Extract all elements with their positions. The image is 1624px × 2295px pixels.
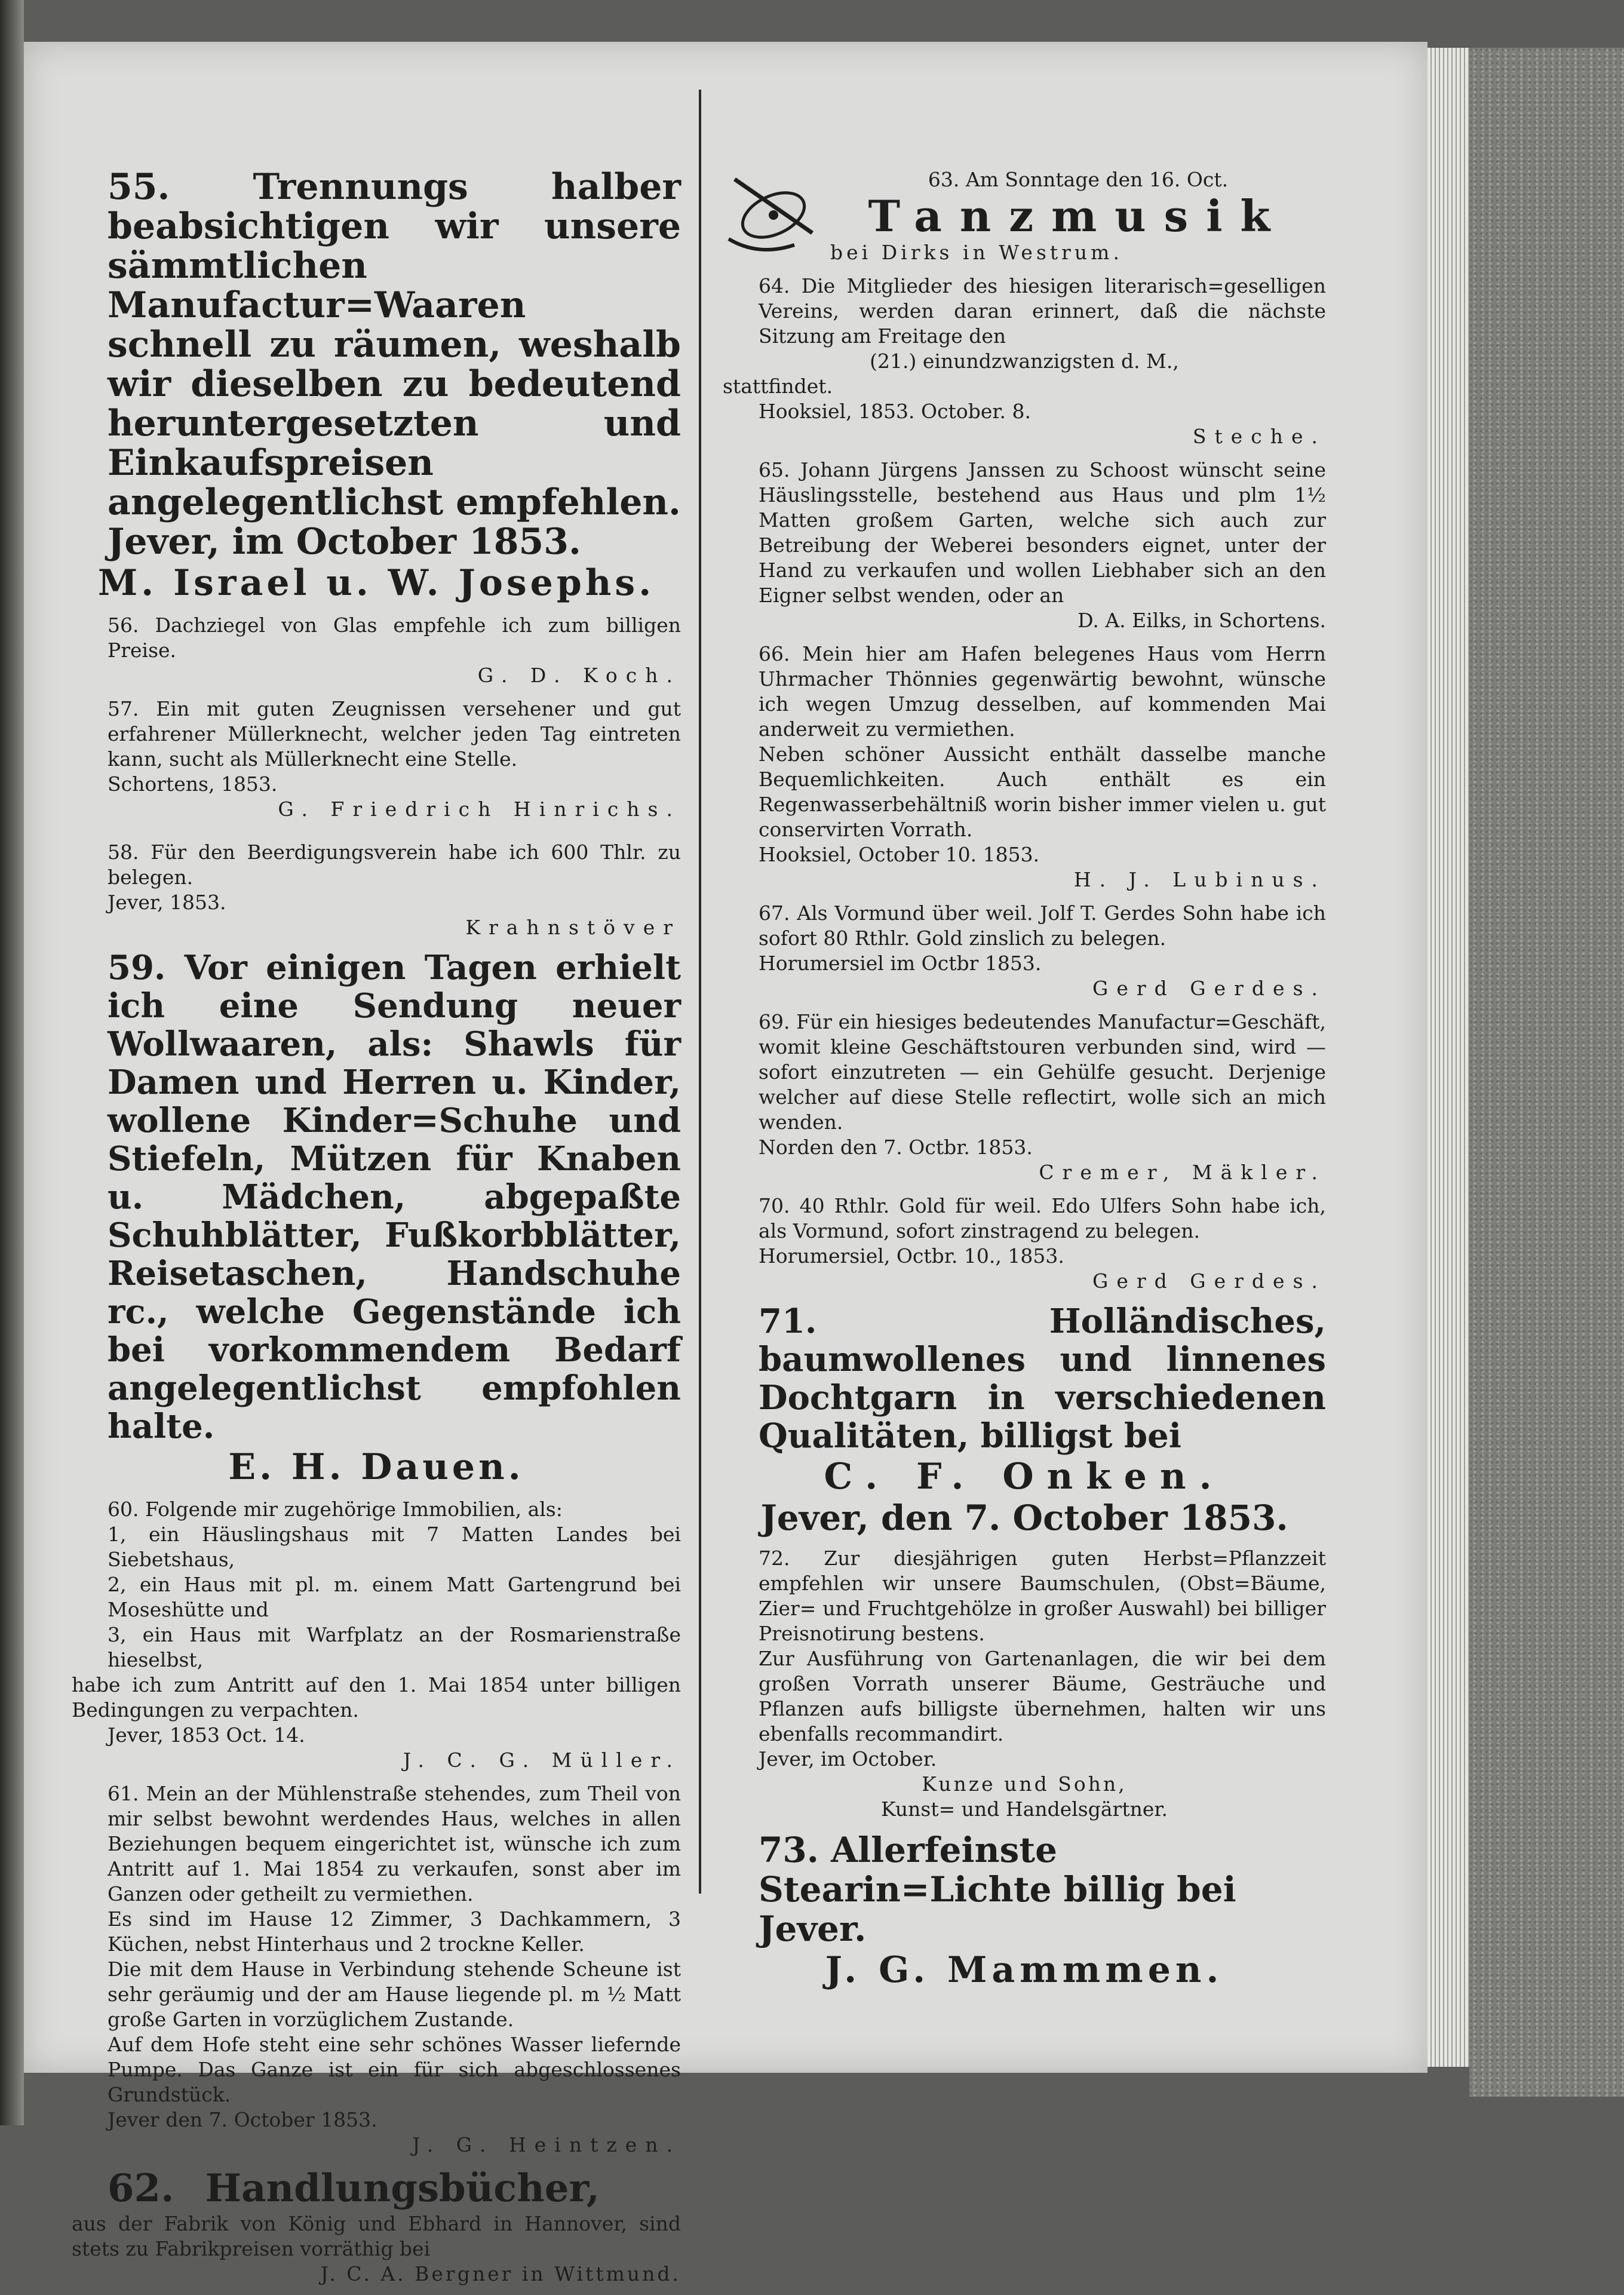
ad-64 [723, 274, 1326, 449]
ad-66-place: Hooksiel, October 10. 1853. [759, 843, 1040, 866]
ad-72-signature-2: Kunst= und Handelsgärtner. [881, 1797, 1168, 1821]
ad-70-body: 70. 40 Rthlr. Gold für weil. Edo Ulfers Sohn habe ich, als Vormund, sofort zinstragend zu belegen. [759, 1194, 1326, 1242]
ad-69-body: 69. Für ein hiesiges bedeutendes Manufactur=Geschäft, womit kleine Geschäftstouren verbunden sind, wird — sofort einzutreten — ein Gehülfe gesucht. Derjenige welcher auf diese Stelle reflectirt, wolle sich an mich wenden. [759, 1010, 1326, 1134]
ad-60-item-2: 2, ein Haus mit pl. m. einem Matt Gartengrund bei Moseshütte und [108, 1573, 681, 1621]
ad-64-body: 64. Die Mitglieder des hiesigen literarisch=geselligen Vereins, werden daran erinnert, daß die nächste Sitzung am Freitage den [759, 274, 1326, 348]
ad-67 [723, 901, 1326, 1001]
ad-59 [72, 949, 681, 1489]
ad-61-body: 61. Mein an der Mühlenstraße stehendes, zum Theil von mir selbst bewohnt werdendes Haus, welches in allen Beziehungen bequem eingerichtet ist, wünsche ich zum Antritt auf 1. Mai 1854 zu verkaufen, sonst aber im Ganzen oder getheilt zu vermiethen. [108, 1782, 681, 1906]
ad-56-signature: G. D. Koch. [477, 664, 681, 687]
ad-66 [723, 642, 1326, 892]
ad-63-title: Tanzmusik [868, 191, 1288, 241]
ad-67-place: Horumersiel im Octbr 1853. [759, 952, 1042, 975]
ad-60-body: habe ich zum Antritt auf den 1. Mai 1854 unter billigen Bedingungen zu verpachten. [72, 1673, 681, 1722]
ad-61 [72, 1781, 681, 2158]
ad-67-body: 67. Als Vormund über weil. Jolf T. Gerdes Sohn habe ich sofort 80 Rthlr. Gold zinslich zu belegen. [759, 901, 1326, 950]
ad-65 [723, 458, 1326, 633]
ad-55 [72, 167, 681, 605]
ad-62-heading: Handlungsbücher, [205, 2166, 600, 2211]
violin-icon [723, 167, 818, 257]
ad-55-place: Jever, im October 1853. [108, 521, 581, 563]
ad-61-paragraph-3: Die mit dem Hause in Verbindung stehende Scheune ist sehr geräumig und der am Hause liegende pl. m ½ Matt große Garten in vorzüglichem Zustande. [108, 1958, 681, 2031]
ad-60-intro: 60. Folgende mir zugehörige Immobilien, als: [108, 1498, 563, 1521]
ad-58 [72, 840, 681, 940]
ad-66-signature: H. J. Lubinus. [1073, 868, 1326, 891]
ad-64-signature: Steche. [1192, 425, 1326, 448]
ad-71 [723, 1302, 1326, 1538]
ad-56-body: 56. Dachziegel von Glas empfehle ich zum billigen Preise. [108, 613, 681, 662]
ad-64-place: Hooksiel, 1853. October. 8. [759, 400, 1031, 423]
ad-70 [723, 1193, 1326, 1294]
ad-73-signature: J. G. Mammmen. [825, 1949, 1224, 1991]
ad-57-signature: G. Friedrich Hinrichs. [278, 797, 681, 821]
ad-57 [72, 697, 681, 822]
ad-57-place: Schortens, 1853. [108, 772, 278, 796]
ad-60-item-3: 3, ein Haus mit Warfplatz an der Rosmarienstraße hieselbst, [108, 1623, 681, 1671]
ad-64-tail: stattfindet. [723, 375, 833, 398]
ad-60 [72, 1497, 681, 1773]
ad-71-place: Jever, den 7. October 1853. [760, 1498, 1288, 1538]
ad-62-body: aus der Fabrik von König und Ebhard in Hannover, sind stets zu Fabrikpreisen vorräthig bei [72, 2212, 681, 2260]
ad-63-line-2: bei Dirks in Westrum. [830, 241, 1123, 264]
ad-64-date: (21.) einundzwanzigsten d. M., [870, 349, 1179, 373]
book-cover [1469, 48, 1624, 2097]
ad-71-signature: C. F. Onken. [824, 1456, 1225, 1498]
ad-59-body: 59. Vor einigen Tagen erhielt ich eine Sendung neuer Wollwaaren, als: Shawls für Damen und Herren u. Kinder, wollene Kinder=Schuhe und Stiefeln, Mützen für Knaben u. Mädchen, abgepaßte Schuhblätter, Fußkorbblätter, Reisetaschen, Handschuhe rc., welche Gegenstände ich bei vorkommendem Bedarf angelegentlichst empfohlen halte. [108, 948, 681, 1446]
ad-65-body: 65. Johann Jürgens Janssen zu Schoost wünscht seine Häuslingsstelle, bestehend aus Haus und plm 1½ Matten großem Garten, welche sich auch zur Betreibung der Weberei besonders eignet, unter der Hand zu verkaufen und wollen Liebhaber sich an den Eigner selbst wenden, oder an [759, 458, 1326, 607]
ad-60-signature: J. C. G. Müller. [403, 1748, 681, 1772]
ad-61-paragraph-2: Es sind im Hause 12 Zimmer, 3 Dachkammern, 3 Küchen, nebst Hinterhaus und 2 trockne Keller. [108, 1907, 681, 1956]
ad-60-place: Jever, 1853 Oct. 14. [108, 1723, 305, 1747]
ad-72 [723, 1546, 1326, 1822]
ad-70-signature: Gerd Gerdes. [1092, 1269, 1326, 1293]
ad-67-signature: Gerd Gerdes. [1092, 977, 1326, 1000]
ad-72-place: Jever, im October. [759, 1747, 937, 1771]
ad-55-body: 55. Trennungs halber beabsichtigen wir unsere sämmtlichen Manufactur=Waaren schnell zu räumen, weshalb wir dieselben zu bedeutend heruntergesetzten und Einkaufspreisen angelegentlichst empfehlen. [108, 166, 681, 523]
ad-61-place: Jever den 7. October 1853. [108, 2108, 377, 2131]
ad-63 [723, 167, 1326, 265]
page-edges [1427, 48, 1469, 2067]
left-column [72, 167, 681, 2295]
ad-73-body: 73. Allerfeinste Stearin=Lichte billig bei Jever. [759, 1830, 1236, 1949]
ad-62-number: 62. [108, 2166, 174, 2211]
ad-70-place: Horumersiel, Octbr. 10., 1853. [759, 1244, 1064, 1268]
ad-71-body: 71. Holländisches, baumwollenes und linnenes Dochtgarn in verschiedenen Qualitäten, billigst bei [759, 1302, 1326, 1456]
ad-56 [72, 613, 681, 688]
ad-58-signature: Krahnstöver [465, 916, 681, 939]
ad-72-paragraph-2: Zur Ausführung von Gartenanlagen, die wir bei dem großen Vorrath unserer Bäume, Gesträuche und Pflanzen aufs billigste übernehmen, halten wir uns ebenfalls recommandirt. [759, 1647, 1326, 1745]
book-gutter [0, 0, 24, 2125]
ad-72-signature-1: Kunze und Sohn, [922, 1772, 1127, 1796]
ad-72-body: 72. Zur diesjährigen guten Herbst=Pflanzzeit empfehlen wir unsere Baumschulen, (Obst=Bäume, Zier= und Fruchtgehölze in großer Auswahl) bei billiger Preisnotirung bestens. [759, 1547, 1326, 1645]
ad-66-paragraph-2: Neben schöner Aussicht enthält dasselbe manche Bequemlichkeiten. Auch enthält es ein Regenwasserbehältniß worin bisher immer vielen u. gut conservirten Vorrath. [759, 742, 1326, 841]
ad-73 [723, 1830, 1326, 1992]
ad-65-signature: D. A. Eilks, in Schortens. [1077, 609, 1326, 632]
ad-61-signature: J. G. Heintzen. [412, 2133, 681, 2156]
ad-62-signature: J. C. A. Bergner in Wittmund. [320, 2262, 681, 2285]
ad-58-body: 58. Für den Beerdigungsverein habe ich 600 Thlr. zu belegen. [108, 840, 681, 889]
ad-63-line-1: 63. Am Sonntage den 16. Oct. [928, 168, 1229, 191]
ad-59-signature: E. H. Dauen. [228, 1446, 524, 1488]
ad-58-place: Jever, 1853. [108, 891, 226, 914]
ad-69 [723, 1010, 1326, 1185]
ad-55-signature: M. Israel u. W. Josephs. [97, 562, 655, 604]
column-divider [699, 90, 701, 1894]
ad-66-body: 66. Mein hier am Hafen belegenes Haus vom Herrn Uhrmacher Thönnies gegenwärtig bewohnt, wünsche ich wegen Umzug desselben, auf kommenden Mai anderweit zu vermiethen. [759, 642, 1326, 741]
ad-62 [72, 2166, 681, 2287]
ad-69-signature: Cremer, Mäkler. [1039, 1161, 1326, 1184]
ad-60-item-1: 1, ein Häuslingshaus mit 7 Matten Landes bei Siebetshaus, [108, 1523, 681, 1571]
ad-61-paragraph-4: Auf dem Hofe steht eine sehr schönes Wasser liefernde Pumpe. Das Ganze ist ein für sich abgeschlossenes Grundstück. [108, 2033, 681, 2106]
ad-57-body: 57. Ein mit guten Zeugnissen versehener und gut erfahrener Müllerknecht, welcher jeden Tag eintreten kann, sucht als Müllerknecht eine Stelle. [108, 697, 681, 771]
right-column [723, 167, 1326, 2000]
ad-69-place: Norden den 7. Octbr. 1853. [759, 1136, 1033, 1159]
